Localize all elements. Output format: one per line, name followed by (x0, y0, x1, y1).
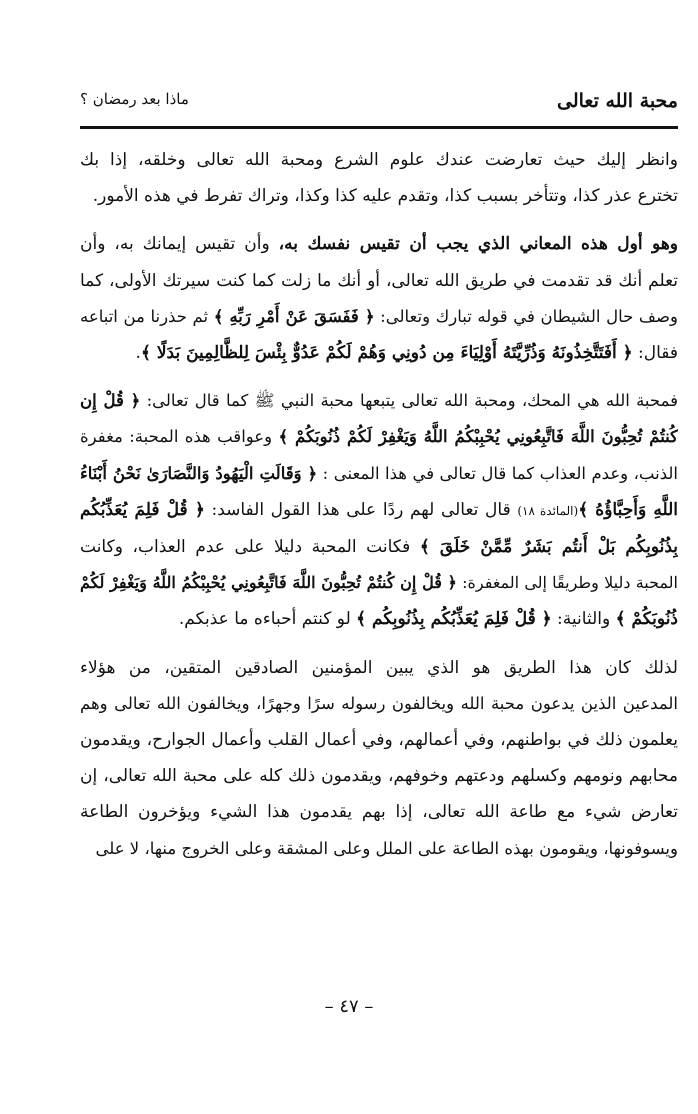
text-segment: وانظر إليك حيث تعارضت عندك علوم الشرع ومحبة الله تعالى وخلقه، إذا بك (80, 150, 678, 170)
text-segment: الذنب، وعدم العذاب كما قال تعالى في هذا المعنى : (317, 463, 678, 483)
text-segment: المحبة دليلا وطريقًا إلى المغفرة: (456, 573, 678, 593)
paragraph (80, 383, 678, 637)
text-segment: فكانت المحبة دليلا على عدم العذاب، وكانت (80, 537, 420, 558)
text-line (80, 492, 678, 529)
body-text (80, 142, 678, 879)
text-line (80, 178, 678, 214)
paragraph (80, 650, 678, 867)
text-segment: المدعين الذين يدعون محبة الله ويخالفون رسوله سرًا وجهرًا، ويخالفون الله تعالى وهم (80, 693, 678, 713)
text-segment: تخترع عذر كذا، وتتأخر بسبب كذا، وتقدم عليه كذا وكذا، وتراك تفرط في هذه الأمور. (92, 186, 678, 207)
paragraph (80, 142, 678, 214)
header-rule (80, 126, 678, 129)
quran-verse: ﴿ قُلْ إِن كُنتُمْ تُحِبُّونَ اللَّهَ فَاتَّبِعُونِي يُحْبِبْكُمُ اللَّهُ وَيَغْفِرْ لَكُمْ (80, 573, 457, 593)
quran-verse: كُنتُمْ تُحِبُّونَ اللَّهَ فَاتَّبِعُونِي يُحْبِبْكُمُ اللَّهُ وَيَغْفِرْ لَكُمْ ذُنُوبَكُمْ ﴾ (278, 427, 678, 447)
text-line (80, 456, 678, 492)
text-line (80, 383, 678, 419)
text-segment: . (135, 343, 141, 364)
text-segment: محابهم ونومهم وكسلهم ودعتهم وخوفهم، ويقدمون ذلك كله على محبة الله تعالى، إن (80, 766, 678, 787)
paragraph (80, 226, 678, 371)
text-line (80, 650, 678, 686)
text-segment: تعارض شيء مع طاعة الله تعالى، إذا بهم يقدمون هذا الشيء ويؤخرون الطاعة (80, 802, 678, 823)
text-segment: وأن تقيس إيمانك به، وأن (80, 234, 279, 255)
text-line (80, 758, 678, 794)
quran-verse: بِذُنُوبِكُم بَلْ أَنتُم بَشَرٌ مِّمَّنْ خَلَقَ ﴾ (419, 537, 678, 558)
verse-reference: (المائدة ١٨) (517, 503, 579, 518)
text-line (80, 565, 678, 601)
page-number: – ٤٧ – (324, 996, 374, 1017)
quran-verse: ﴿ قُلْ إِن (80, 391, 141, 411)
text-segment: تعلم أنك قد تقدمت في طريق الله تعالى، أو أنك ما زلت كما كنت سيرتك الأولى، كما (80, 270, 678, 291)
text-segment: ويسوفونها، ويقومون بهذه الطاعة على الملل وعلى المشقة وعلى الخروج منها، لا على (95, 838, 678, 858)
text-line (80, 142, 678, 178)
text-segment: وعواقب هذه المحبة: مغفرة (80, 427, 279, 447)
book-title: محبة الله تعالى (556, 90, 678, 112)
text-segment: لذلك كان هذا الطريق هو الذي يبين المؤمنين الصادقين المتقين، من هؤلاء (80, 657, 678, 678)
quran-verse: ﴿ أَفَتَتَّخِذُونَهُ وَذُرِّيَّتَهُ أَوْلِيَاءَ مِن دُونِي وَهُمْ لَكُمْ عَدُوٌّ بِئْسَ لِلظَّالِمِينَ بَدَلًا ﴾ (140, 343, 633, 364)
text-line (80, 529, 678, 565)
text-line (80, 722, 678, 758)
quran-verse: ﴿ قُلْ فَلِمَ يُعَذِّبُكُم (80, 499, 205, 520)
text-line (80, 794, 678, 830)
running-header (80, 86, 678, 116)
text-segment: يعلمون ذلك في بواطنهم، وفي أعمالهم، وفي أعمال القلب وأعمال الجوارح، ويقدمون (80, 730, 678, 751)
text-segment: وصف حال الشيطان في قوله تبارك وتعالى: (374, 306, 678, 326)
text-segment: لو كنتم أحباءه ما عذبكم. (178, 609, 357, 630)
text-line (80, 335, 678, 371)
emphasis-text: وهو أول هذه المعاني الذي يجب أن تقيس نفسك به، (278, 234, 678, 255)
text-segment: فقال: (632, 343, 678, 364)
quran-verse: ﴿ قُلْ فَلِمَ يُعَذِّبُكُم بِذُنُوبِكُم ﴾ (356, 609, 552, 630)
quran-verse: ﴿ فَفَسَقَ عَنْ أَمْرِ رَبِّهِ ﴾ (213, 306, 375, 326)
text-line (80, 419, 678, 455)
text-line (80, 831, 678, 867)
text-line (80, 299, 678, 335)
text-segment: والثانية: (551, 609, 616, 630)
quran-verse: ذُنُوبَكُمْ ﴾ (615, 609, 678, 630)
text-line (80, 601, 678, 637)
text-segment: فمحبة الله هي المحك، ومحبة الله تعالى يتبعها محبة النبي ﷺ كما قال تعالى: (140, 391, 678, 411)
chapter-title: ماذا بعد رمضان ؟ (80, 90, 189, 108)
text-segment: ثم حذرنا من اتباعه (80, 306, 214, 326)
quran-verse: ﴿ وَقَالَتِ الْيَهُودُ وَالنَّصَارَىٰ نَحْنُ أَبْنَاءُ (80, 463, 318, 483)
text-line (80, 686, 678, 722)
text-line (80, 263, 678, 299)
text-segment: قال تعالى لهم ردًا على هذا القول الفاسد: (204, 499, 518, 520)
text-line (80, 226, 678, 262)
quran-verse: اللَّهِ وَأَحِبَّاؤُهُ ﴾ (578, 499, 678, 520)
